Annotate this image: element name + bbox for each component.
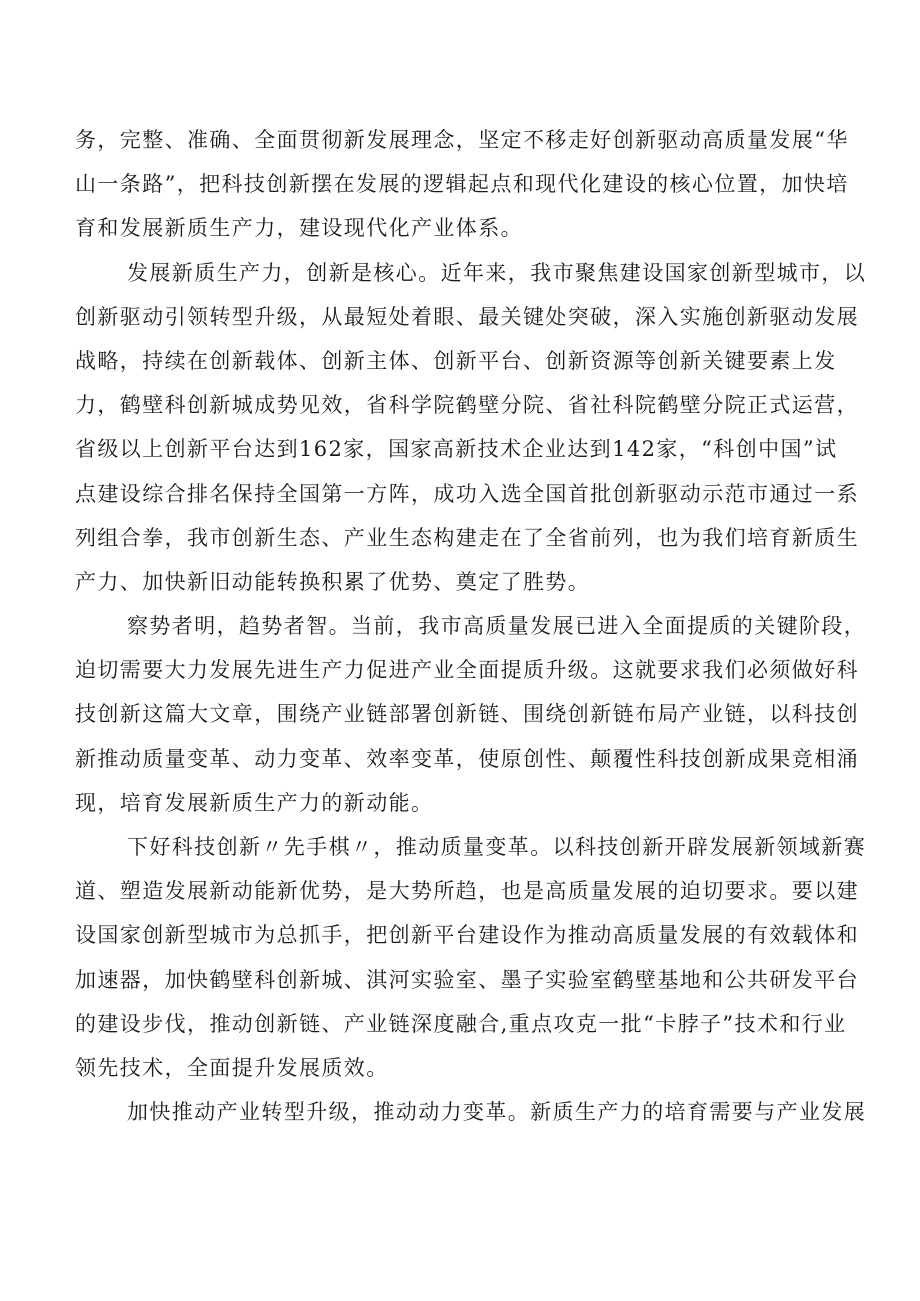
paragraph-start-line: 下好科技创新〃先手棋〃，推动质量变革。以科技创新开辟发展新领域新赛	[127, 835, 867, 859]
text-line: 务，完整、准确、全面贯彻新发展理念，坚定不移走好创新驱动高质量发展“华	[75, 128, 849, 152]
text-line: 力，鹤壁科创新城成势见效，省科学院鹤壁分院、省社科院鹤壁分院正式运营，	[75, 393, 859, 418]
text-line: 列组合拳，我市创新生态、产业生态构建走在了全省前列，也为我们培育新质生	[75, 525, 859, 550]
text-line: 创新驱动引领转型升级，从最短处着眼、最关键处突破，深入实施创新驱动发展	[75, 304, 859, 329]
text-line: 战略，持续在创新载体、创新主体、创新平台、创新资源等创新关键要素上发	[75, 348, 837, 373]
text-line: 省级以上创新平台达到162家，国家高新技术企业达到142家，“科创中国”试	[75, 437, 838, 462]
document-body	[75, 118, 867, 1134]
text-line: 产力、加快新旧动能转换积累了优势、奠定了胜势。	[75, 569, 591, 594]
text-line: 迫切需要大力发展先进生产力促进产业全面提质升级。这就要求我们必须做好科	[75, 658, 859, 683]
text-line: 道、塑造发展新动能新优势，是大势所趋，也是高质量发展的迫切要求。要以建	[75, 879, 859, 904]
paragraph-start-line: 发展新质生产力，创新是核心。近年来，我市聚焦建设国家创新型城市，以	[127, 260, 867, 285]
text-line: 的建设步伐，推动创新链、产业链深度融合,重点攻克一批“卡脖子”技术和行业	[75, 1011, 847, 1036]
text-line: 新推动质量变革、动力变革、效率变革，使原创性、颠覆性科技创新成果竞相涌	[75, 746, 859, 771]
text-line: 领先技术，全面提升发展质效。	[75, 1055, 389, 1080]
paragraph-start-line: 加快推动产业转型升级，推动动力变革。新质生产力的培育需要与产业发展	[127, 1100, 867, 1125]
text-line: 设国家创新型城市为总抓手，把创新平台建设作为推动高质量发展的有效载体和	[75, 923, 859, 948]
text-line: 现，培育发展新质生产力的新动能。	[75, 790, 434, 815]
text-line: 育和发展新质生产力，建设现代化产业体系。	[75, 216, 523, 241]
text-line: 加速器，加快鹤壁科创新城、淇河实验室、墨子实验室鹤壁基地和公共研发平台	[75, 967, 859, 992]
text-line: 技创新这篇大文章，围绕产业链部署创新链、围绕创新链布局产业链，以科技创	[75, 702, 859, 727]
text-line: 山一条路”，把科技创新摆在发展的逻辑起点和现代化建设的核心位置，加快培	[75, 172, 849, 197]
paragraph-start-line: 察势者明，趋势者智。当前，我市高质量发展已进入全面提质的关键阶段，	[127, 614, 867, 639]
text-line: 点建设综合排名保持全国第一方阵，成功入选全国首批创新驱动示范市通过一系	[75, 481, 859, 506]
